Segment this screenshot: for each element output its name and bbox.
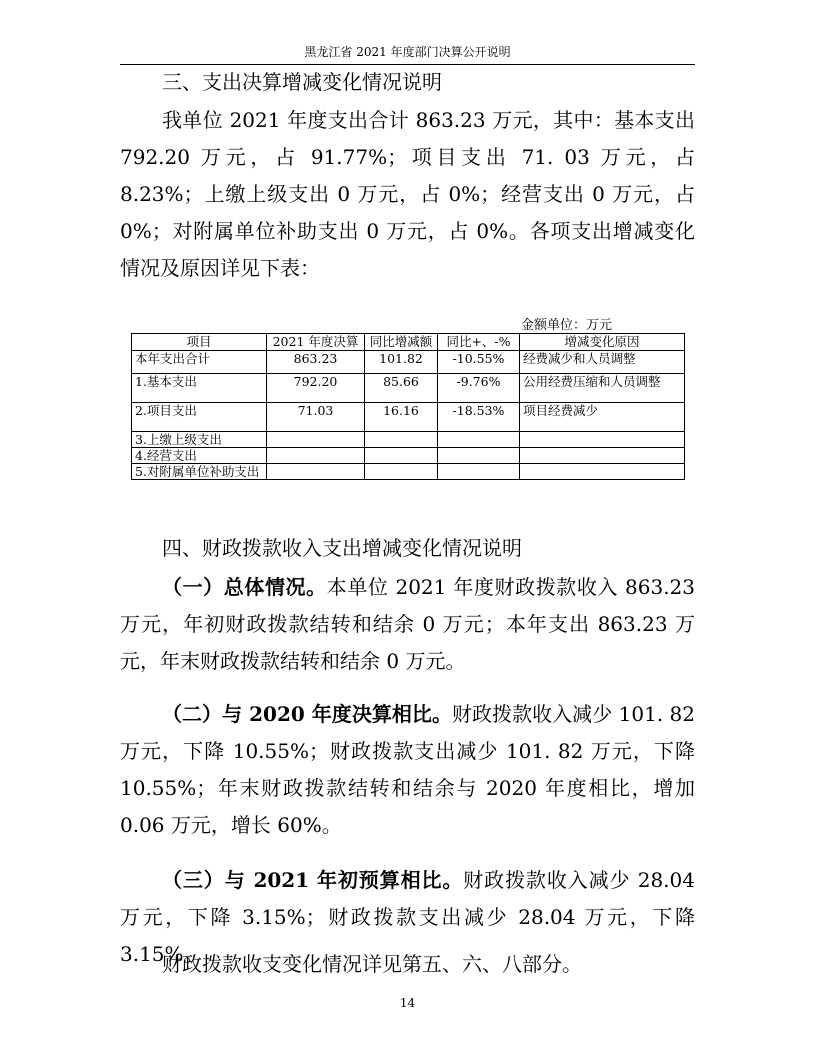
table-cell [365,448,438,464]
paragraph-body: 本单位 2021 年度财政拨款收入 863.23 万元，年初财政拨款结转和结余 0 万元；本年支出 863.23 万元，年末财政拨款结转和结余 0 万元。 [120,575,696,673]
table-row [132,351,685,374]
table-cell [520,432,685,448]
table-cell [438,464,520,480]
table-cell [520,448,685,464]
table-cell: 71.03 [267,403,365,432]
table-unit-label: 金额单位：万元 [521,318,613,333]
table-row [132,374,685,403]
paragraph-lead: （三）与 2021 年初预算相比。 [162,868,464,892]
section-3-heading: 三、支出决算增减变化情况说明 [162,70,442,94]
table-cell: 85.66 [365,374,438,403]
table-cell: 本年支出合计 [132,351,267,374]
table-header-cell: 同比+、-% [438,334,520,351]
table-cell: 公用经费压缩和人员调整 [520,374,685,403]
table-row [132,464,685,480]
table-cell: 2.项目支出 [132,403,267,432]
table-cell [438,432,520,448]
paragraph-lead: （二）与 2020 年度决算相比。 [162,702,452,726]
section-4-paragraph-2 [120,696,695,844]
table-cell: -18.53% [438,403,520,432]
table-cell [267,448,365,464]
table-cell [365,432,438,448]
table-cell: 792.20 [267,374,365,403]
table-header-row [132,334,685,351]
table-cell: 3.上缴上级支出 [132,432,267,448]
section-4-paragraph-1 [120,569,695,680]
table-row [132,432,685,448]
table-cell: 863.23 [267,351,365,374]
paragraph-body: 财政拨款收入减少 28.04 万元，下降 3.15%；财政拨款支出减少 28.04 万元，下降 3.15%。 [120,868,695,966]
table-header-cell: 2021 年度决算 [267,334,365,351]
page-header: 黑龙江省 2021 年度部门决算公开说明 [304,45,511,59]
table-header-cell: 项目 [132,334,267,351]
table-cell: 4.经营支出 [132,448,267,464]
expenditure-table [131,333,685,480]
table-cell [267,464,365,480]
section-4-paragraph-4: 财政拨款收支变化情况详见第五、六、八部分。 [162,952,582,976]
table-cell: -10.55% [438,351,520,374]
table-cell: -9.76% [438,374,520,403]
table-cell [267,432,365,448]
section-3-paragraph: 我单位 2021 年度支出合计 863.23 万元，其中：基本支出 792.20 万元，占 91.77%；项目支出 71. 03 万元，占 8.23%；上缴上级支出 0 万元，占 0%；经营支出 0 万元，占 0%；对附属单位补助支出 0 万元，占 0%。各项支出增减变化情况及原因详见下表： [120,108,695,280]
header-rule [120,64,695,65]
table-cell: 101.82 [365,351,438,374]
table-row [132,448,685,464]
table-cell [365,464,438,480]
table-header-cell: 增减变化原因 [520,334,685,351]
page-number: 14 [399,996,416,1010]
table-cell: 项目经费减少 [520,403,685,432]
table-header-cell: 同比增减额 [365,334,438,351]
table-cell [438,448,520,464]
table-cell [520,464,685,480]
table-cell: 1.基本支出 [132,374,267,403]
table-cell: 5.对附属单位补助支出 [132,464,267,480]
table-cell: 16.16 [365,403,438,432]
table-row [132,403,685,432]
paragraph-body: 财政拨款收入减少 101. 82 万元，下降 10.55%；财政拨款支出减少 101. 82 万元，下降 10.55%；年末财政拨款结转和结余与 2020 年度相比，增加 0.06 万元，增长 60%。 [120,702,696,837]
table-cell: 经费减少和人员调整 [520,351,685,374]
section-4-heading: 四、财政拨款收入支出增减变化情况说明 [162,536,522,560]
paragraph-lead: （一）总体情况。 [162,575,327,599]
